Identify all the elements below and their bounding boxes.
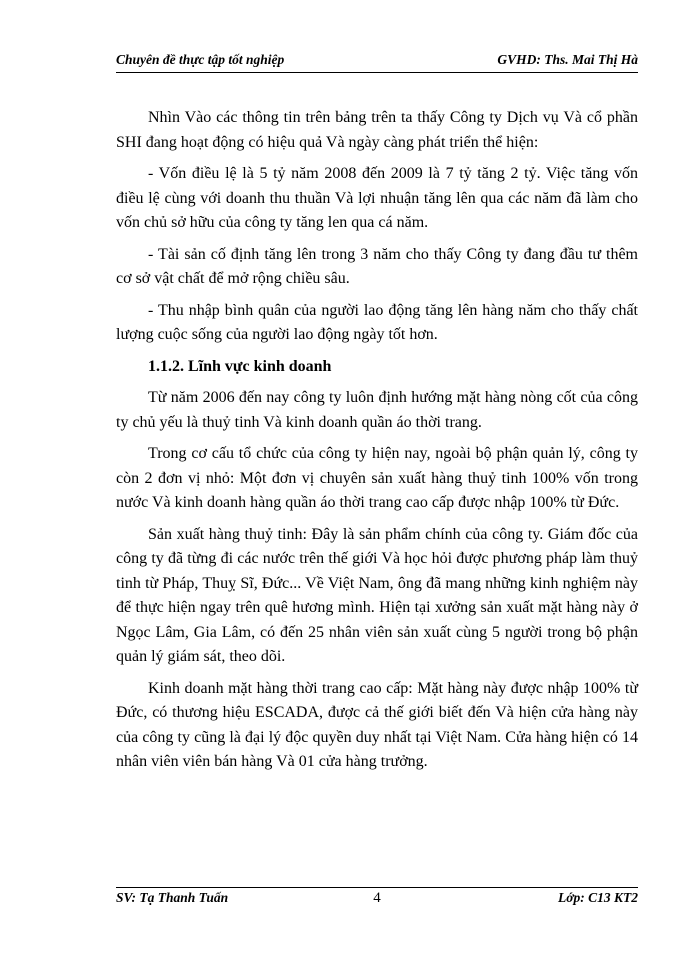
paragraph-bullet-income: - Thu nhập bình quân của người lao động tăng lên hàng năm cho thấy chất lượng cuộc sống của người lao động ngày tốt hơn. <box>116 301 638 343</box>
paragraph-bullet-fixed-assets: - Tài sản cố định tăng lên trong 3 năm cho thấy Công ty đang đầu tư thêm cơ sở vật chất để mở rộng chiều sâu. <box>116 245 638 287</box>
page-footer <box>116 890 638 910</box>
paragraph-business-focus: Từ năm 2006 đến nay công ty luôn định hướng mặt hàng nòng cốt của công ty chủ yếu là thuỷ tinh Và kinh doanh quần áo thời trang. <box>116 389 638 431</box>
footer-student: SV: Tạ Thanh Tuấn <box>116 890 229 905</box>
paragraph-fashion-business: Kinh doanh mặt hàng thời trang cao cấp: Mặt hàng này được nhập 100% từ Đức, có thương hiệu ESCADA, được cả thế giới biết đến Và hiện cửa hàng này của công ty cũng là đại lý độc quyền duy nhất tại Việt Nam. Cửa hàng hiện có 14 nhân viên viên bán hàng Và 01 cửa hàng trưởng. <box>116 679 638 770</box>
footer-class: Lớp: C13 KT2 <box>558 890 638 905</box>
header-right-text: GVHD: Ths. Mai Thị Hà <box>497 52 638 67</box>
paragraph-intro: Nhìn Vào các thông tin trên bảng trên ta thấy Công ty Dịch vụ Và cổ phần SHI đang hoạt động có hiệu quả Và ngày càng phát triển thể hiện: <box>116 109 638 151</box>
paragraph-bullet-capital: - Vốn điều lệ là 5 tỷ năm 2008 đến 2009 là 7 tỷ tăng 2 tỷ. Việc tăng vốn điều lệ cùng với doanh thu thuần Và lợi nhuận tăng lên qua các năm đã làm cho vốn chủ sở hữu của công ty tăng len qua cá năm. <box>116 165 638 231</box>
page-number: 4 <box>373 890 381 906</box>
footer-divider <box>116 887 638 888</box>
page-header <box>116 52 638 72</box>
section-heading: 1.1.2. Lĩnh vực kinh doanh <box>148 357 332 375</box>
header-left-text: Chuyên đề thực tập tốt nghiệp <box>116 52 285 67</box>
paragraph-org-structure: Trong cơ cấu tổ chức của công ty hiện nay, ngoài bộ phận quản lý, công ty còn 2 đơn vị nhỏ: Một đơn vị chuyên sản xuất hàng thuỷ tinh 100% vốn trong nước Và kinh doanh hàng quần áo thời trang cao cấp được nhập 100% từ Đức. <box>116 445 638 511</box>
header-divider <box>116 72 638 73</box>
paragraph-glass-production: Sản xuất hàng thuỷ tinh: Đây là sản phẩm chính của công ty. Giám đốc của công ty đã từng đi các nước trên thế giới Và học hỏi được phương pháp làm thuỷ tinh từ Pháp, Thuỵ Sĩ, Đức... Về Việt Nam, ông đã mang những kinh nghiệm này để thực hiện ngay trên quê hương mình. Hiện tại xưởng sản xuất mặt hàng này ở Ngọc Lâm, Gia Lâm, có đến 25 nhân viên sản xuất cùng 5 người trong bộ phận quản lý giám sát, theo dõi. <box>116 525 638 665</box>
document-body <box>116 106 638 782</box>
